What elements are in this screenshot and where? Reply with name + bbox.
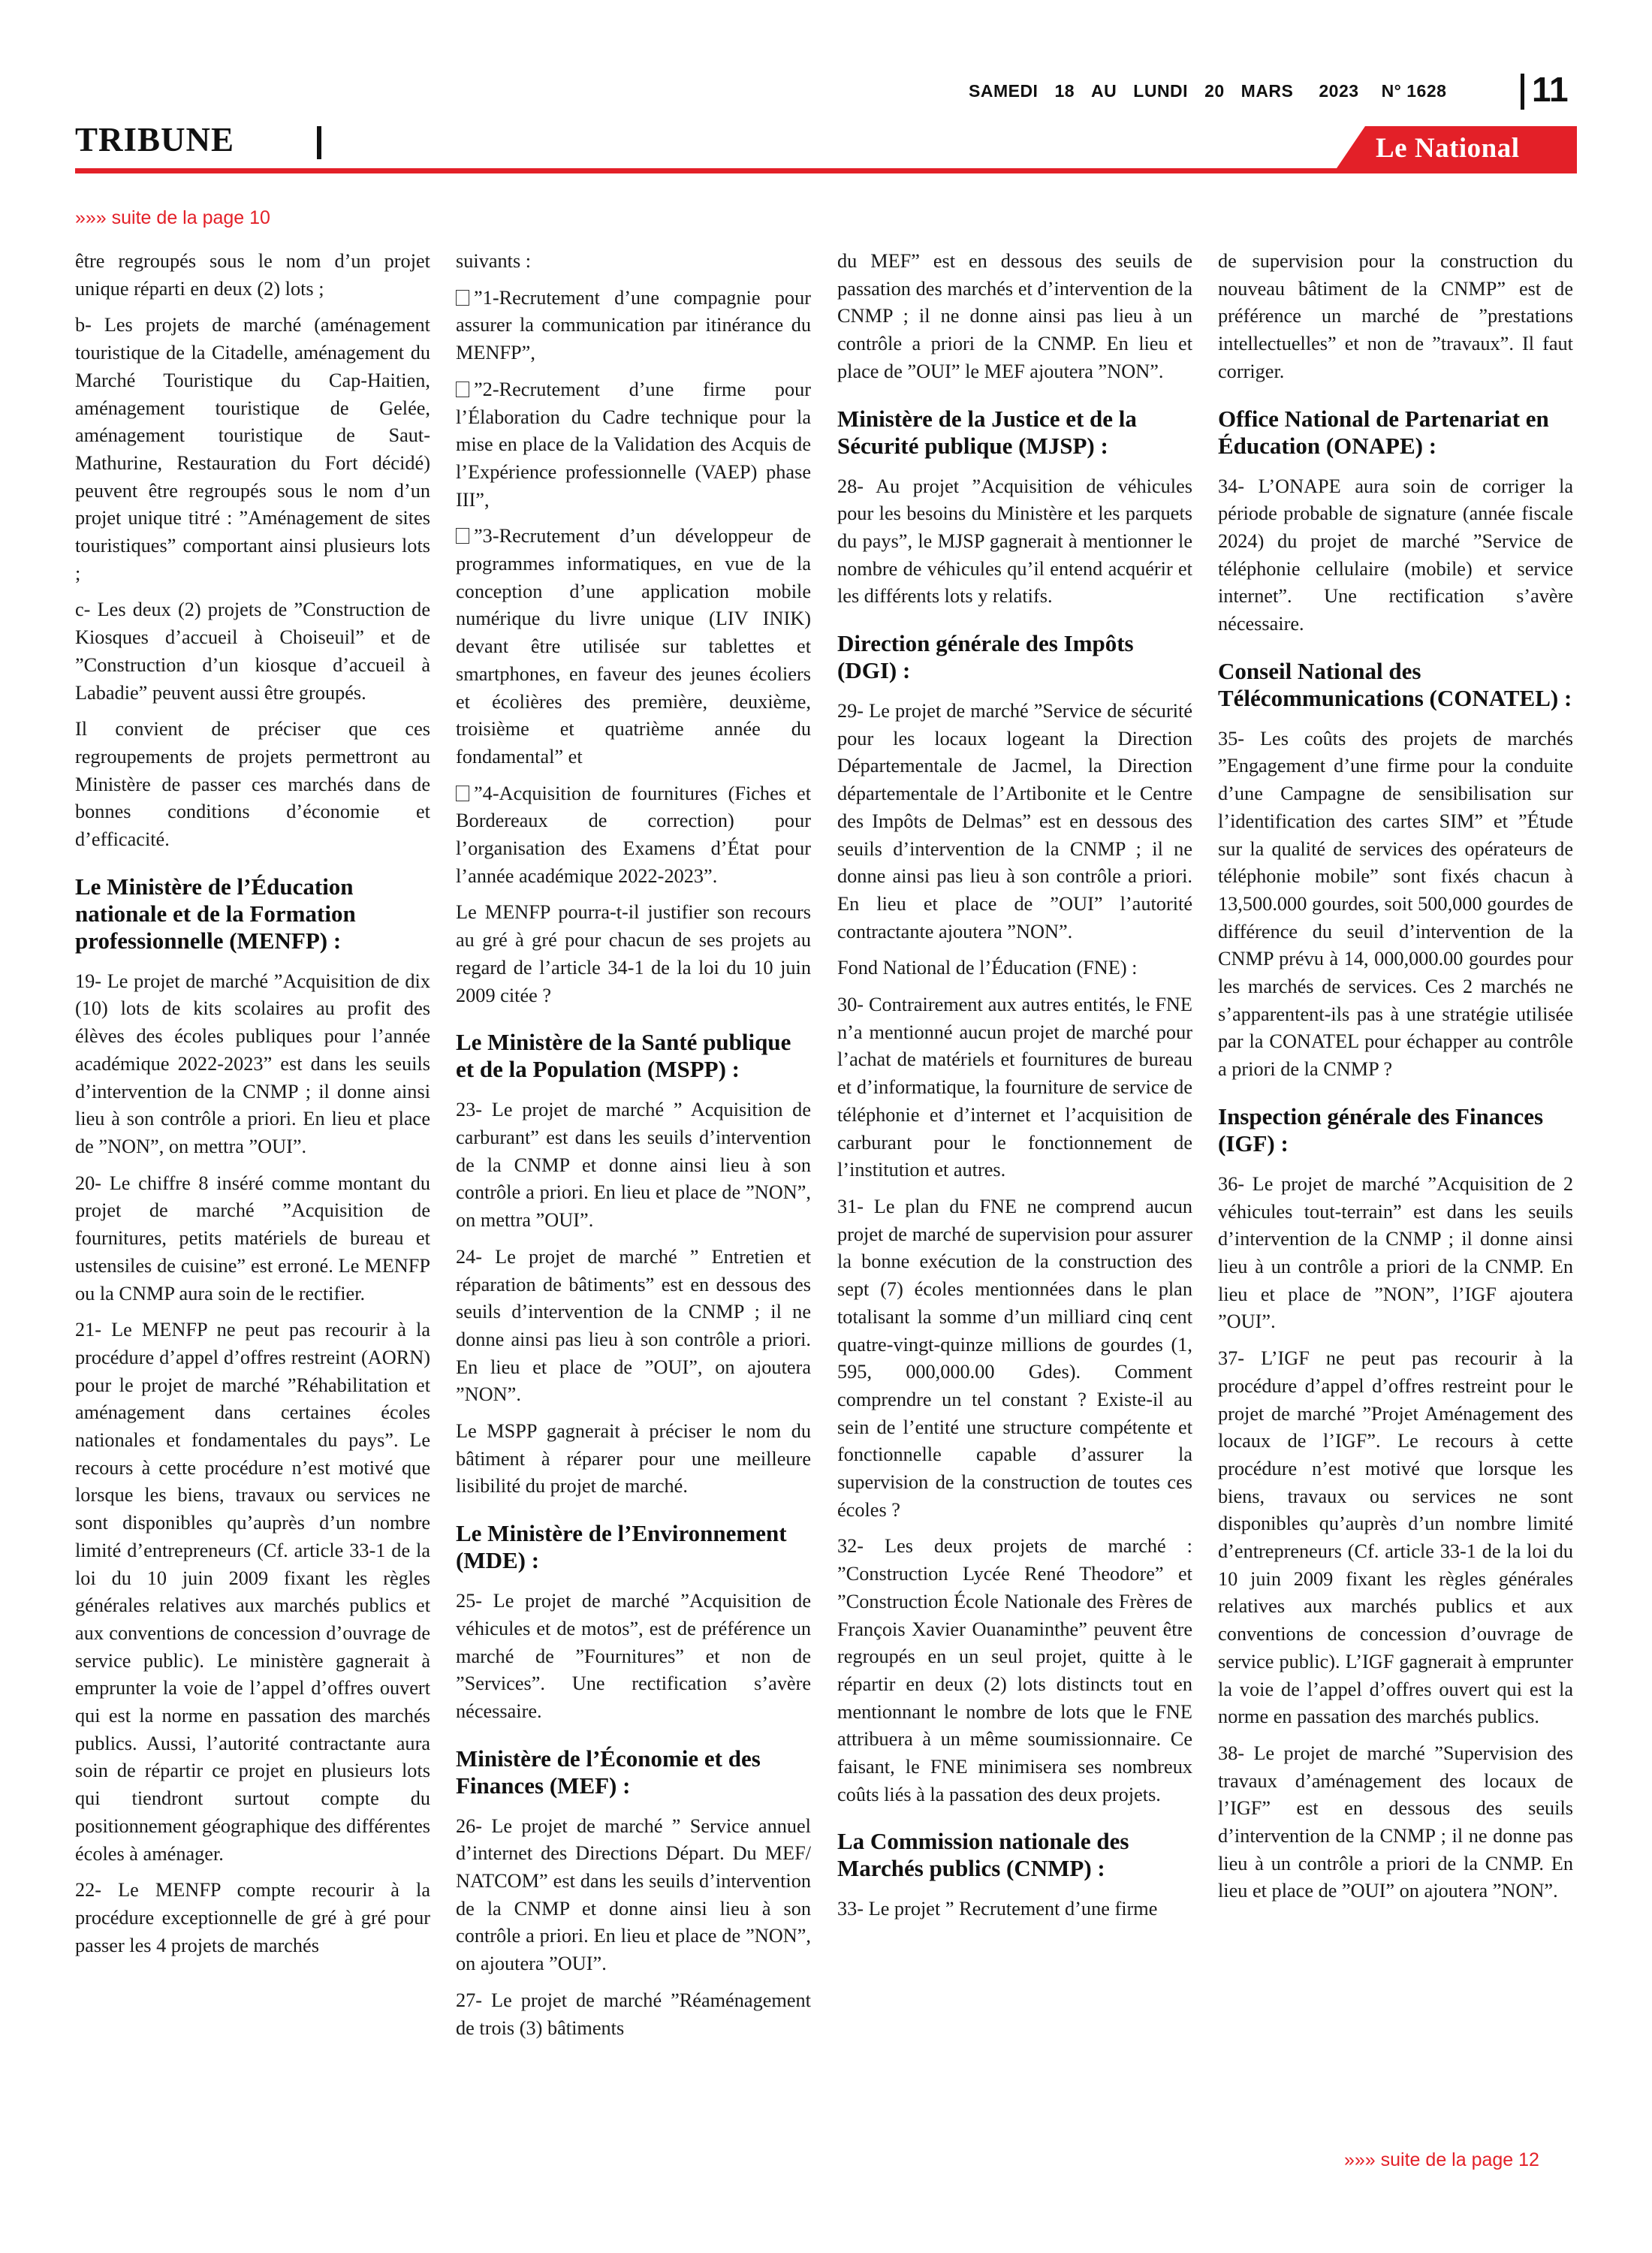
paragraph: 23- Le projet de marché ” Acquisition de carburant” est dans les seuils d’intervention de la CNMP et donne ainsi lieu à son contrôle a priori. En lieu et place de ”NON”, on mettra ”OUI”. (456, 1099, 811, 1232)
column-4 (1218, 248, 1573, 1914)
paragraph: 24- Le projet de marché ” Entretien et réparation de bâtiments” est en dessous des seuils d’intervention de la CNMP ; il ne donne ainsi pas lieu à son contrôle a priori. En lieu et place de ”OUI”, on ajoutera ”NON”. (456, 1245, 811, 1406)
paragraph: 22- Le MENFP compte recourir à la procédure exceptionnelle de gré à gré pour passer les 4 projets de marchés (75, 1879, 430, 1956)
section-divider (317, 126, 321, 159)
paragraph: 34- L’ONAPE aura soin de corriger la période probable de signature (année fiscale 2024) du projet de marché ”Service de téléphonie cellulaire (mobile) et service internet”. Une rectification s’avère nécessaire. (1218, 475, 1573, 635)
bullet-text: ”4-Acquisition de fournitures (Fiches et Bordereaux de correction) pour l’organisation des Examens d’État pour l’année académique 2022-2023”. (456, 782, 811, 887)
paragraph: Le MENFP pourra-t-il justifier son recours au gré à gré pour chacun de ses projets au regard de l’article 34-1 de la loi du 10 juin 2009 citée ? (456, 901, 811, 1006)
bullet-text: ”2-Recrutement d’une firme pour l’Élaboration du Cadre technique pour la mise en place de la Validation des Acquis de l’Expérience professionnelle (VAEP) phase III”, (456, 378, 811, 511)
paragraph: 21- Le MENFP ne peut pas recourir à la procédure d’appel d’offres restreint (AORN) pour le projet de marché ”Réhabilitation et aménagement dans certaines écoles nationales et fondamentales du pays”. Le recours à cette procédure n’est motivé que lorsque les biens, travaux ou services ne sont disponibles qu’auprès d’un nombre limité d’entrepreneurs (Cf. article 33-1 de la loi du 10 juin 2009 fixant les règles générales relatives aux marchés publics et aux conventions de concession d’ouvrage de service public). Le ministère gagnerait à emprunter la voie de l’appel d’offres ouvert qui est la norme en passation des marchés publics. Aussi, l’autorité contractante aura soin de répartir ce projet en plusieurs lots qui tiendront surtout compte du positionnement géographique des différentes écoles à aménager. (75, 1319, 430, 1865)
paragraph: 37- L’IGF ne peut pas recourir à la procédure d’appel d’offres restreint pour le projet de marché ”Projet Aménagement des locaux de l’IGF”. Le recours à cette procédure n’est motivé que lorsque les biens, travaux ou services ne sont disponibles qu’auprès d’un nombre limité d’entrepreneurs (Cf. article 33-1 de la loi du 10 juin 2009 fixant les règles générales relatives aux marchés publics et aux conventions de concession d’ouvrage de service public). L’IGF gagnerait à emprunter la voie de l’appel d’offres ouvert qui est la norme en passation des marchés publics. (1218, 1347, 1573, 1728)
checkbox-bullet-icon (456, 786, 469, 801)
continued-from-link[interactable]: »»» suite de la page 10 (75, 207, 270, 228)
paragraph: 36- Le projet de marché ”Acquisition de 2 véhicules tout-terrain” est dans les seuils d’intervention de la CNMP ; il donne ainsi lieu à un contrôle a priori de la CNMP. En lieu et place de ”NON”, l’IGF ajoutera ”OUI”. (1218, 1172, 1573, 1333)
brand-name: Le National (1376, 133, 1520, 164)
paragraph: 28- Au projet ”Acquisition de véhicules pour les besoins du Ministère et les parquets du pays”, le MJSP gagnerait à mentionner le nombre de véhicules qu’il entend acquérir et les différents lots y relatifs. (837, 475, 1192, 608)
paragraph: 38- Le projet de marché ”Supervision des travaux d’aménagement des locaux de l’IGF” est en dessous des seuils d’intervention de la CNMP ; il ne donne pas lieu à un contrôle a priori de la CNMP. En lieu et place de ”OUI” on ajoutera ”NON”. (1218, 1742, 1573, 1902)
paragraph: Le MSPP gagnerait à préciser le nom du bâtiment à réparer pour une meilleure lisibilité du projet de marché. (456, 1420, 811, 1497)
paragraph: être regroupés sous le nom d’un projet unique réparti en deux (2) lots ; (75, 250, 430, 300)
subheading-mde: Le Ministère de l’Environnement (MDE) : (456, 1520, 787, 1574)
bullet-item (456, 780, 811, 891)
paragraph: 30- Contrairement aux autres entités, le FNE n’a mentionné aucun projet de marché pour l’achat de matériels et fournitures de bureau et d’informatique, la fourniture de service de téléphonie et d’internet et l’acquisition de carburant pour le fonctionnement de l’institution et autres. (837, 994, 1192, 1181)
continued-to-link[interactable]: »»» suite de la page 12 (1344, 2149, 1539, 2170)
bullet-text: ”3-Recrutement d’un développeur de programmes informatiques, en vue de la conception d’une application mobile numérique du livre unique (LIV INIK) devant être utilisée sur tablettes et smartphones, en faveur des jeunes écoliers et écolières des première, deuxième, troisième et quatrième année du fondamental” et (456, 525, 811, 768)
paragraph: 27- Le projet de marché ”Réaménagement de trois (3) bâtiments (456, 1989, 811, 2039)
paragraph: 33- Le projet ” Recrutement d’une firme (837, 1898, 1158, 1920)
bullet-item (456, 285, 811, 367)
subheading-dgi: Direction générale des Impôts (DGI) : (837, 630, 1134, 684)
column-3 (837, 248, 1192, 1932)
issue-number: N° 1628 (1381, 81, 1447, 101)
paragraph: 35- Les coûts des projets de marchés ”Engagement d’une firme pour la conduite d’une Campagne de sensibilisation sur l’identification des cartes SIM” et ”Étude sur la qualité de services des opérateurs de téléphonie mobile” sont fixés chacun à 13,500.000 gourdes, soit 500,000 gourdes de différence du seuil d’intervention de la CNMP prévu à 14, 000,000.00 gourdes pour les marchés de services. Ces 2 marchés ne s’apparentent-ils pas à une stratégie utilisée par la CONATEL pour échapper au contrôle a priori de la CNMP ? (1218, 727, 1573, 1081)
paragraph: Fond National de l’Éducation (FNE) : (837, 957, 1138, 979)
bullet-item (456, 523, 811, 771)
paragraph: Il convient de préciser que ces regroupements de projets permettront au Ministère de passer ces marchés dans de bonnes conditions d’économie et d’efficacité. (75, 718, 430, 851)
dateline-date2: 20 (1204, 81, 1225, 101)
dateline-date1: 18 (1054, 81, 1075, 101)
dateline-day2: LUNDI (1133, 81, 1189, 101)
paragraph: de supervision pour la construction du nouveau bâtiment de la CNMP” est de préférence un marché de ”prestations intellectuelles” et non de ”travaux”. Il faut corriger. (1218, 250, 1573, 382)
paragraph: 31- Le plan du FNE ne comprend aucun projet de marché de supervision pour assurer la bonne exécution de la construction des sept (7) écoles mentionnées dans le plan totalisant la somme d’un milliard cinq cent quatre-vingt-quinze millions de gourdes (1, 595, 000,000.00 Gdes). Comment comprendre un tel constant ? Existe-il au sein de l’entité une structure compétente et fonctionnelle capable d’assurer la supervision de la construction de toutes ces écoles ? (837, 1195, 1192, 1521)
checkbox-bullet-icon (456, 382, 469, 397)
dateline-day1: SAMEDI (969, 81, 1039, 101)
paragraph: 29- Le projet de marché ”Service de sécurité pour les locaux logeant la Direction Départementale de Jacmel, la Direction départementale de l’Artibonite et le Centre des Impôts de Delmas” est en dessous des seuils d’intervention de la CNMP ; il ne donne ainsi pas lieu à son contrôle a priori. En lieu et place de ”OUI” l’autorité contractante ajoutera ”NON”. (837, 700, 1192, 943)
paragraph: 32- Les deux projets de marché : ”Construction Lycée René Theodore” et ”Construction École Nationale des Frères de François Xavier Ouanaminthe” peuvent être regroupés en un seul projet, quitte à le répartir en deux (2) lots distincts tout en mentionnant le nombre de lots que le FNE attribuera à un même soumissionnaire. Ce faisant, le FNE minimisera ses nombreux coûts liés à la passation des deux projets. (837, 1535, 1192, 1805)
subheading-igf: Inspection générale des Finances (IGF) : (1218, 1102, 1544, 1157)
subheading-menfp: Le Ministère de l’Éducation nationale et de la Formation professionnelle (MENFP) : (75, 873, 356, 954)
paragraph: suivants : (456, 250, 532, 272)
paragraph: 25- Le projet de marché ”Acquisition de véhicules et de motos”, est de préférence un marché de ”Fournitures” et non de ”Services”. Une rectification s’avère nécessaire. (456, 1590, 811, 1722)
paragraph: 19- Le projet de marché ”Acquisition de dix (10) lots de kits scolaires au profit des élèves des écoles publiques pour l’année académique 2022-2023” est dans les seuils d’intervention de la CNMP ; il donne ainsi lieu à son contrôle a priori. En lieu et place de ”NON”, on mettra ”OUI”. (75, 970, 430, 1157)
paragraph: du MEF” est en dessous des seuils de passation des marchés et d’intervention de la CNMP ; il ne donne ainsi pas lieu à un contrôle a priori de la CNMP. En lieu et place de ”OUI” le MEF ajoutera ”NON”. (837, 250, 1192, 382)
dateline-year: 2023 (1319, 81, 1359, 101)
subheading-conatel: Conseil National des Télécommunications (CONATEL) : (1218, 657, 1572, 711)
checkbox-bullet-icon (456, 290, 469, 306)
checkbox-bullet-icon (456, 528, 469, 544)
column-1 (75, 248, 430, 1968)
paragraph: b- Les projets de marché (aménagement touristique de la Citadelle, aménagement du Marché Touristique du Cap-Haitien, aménagement touristique de Gelée, aménagement touristique de Saut-Mathurine, Restauration du Fort décidé) peuvent être regroupés sous le nom d’un projet unique titré : ”Aménagement de sites touristiques” comportant ainsi plusieurs lots ; (75, 314, 430, 584)
dateline-month: MARS (1241, 81, 1294, 101)
column-2 (456, 248, 811, 2051)
subheading-onape: Office National de Partenariat en Éducation (ONAPE) : (1218, 405, 1549, 459)
page-number: 11 (1532, 70, 1569, 109)
subheading-cnmp: La Commission nationale des Marchés publics (CNMP) : (837, 1828, 1129, 1882)
dateline-au: AU (1091, 81, 1117, 101)
page-number-divider (1521, 74, 1524, 110)
section-title: TRIBUNE (75, 121, 235, 158)
subheading-mef: Ministère de l’Économie et des Finances (MEF) : (456, 1745, 761, 1799)
bullet-item (456, 376, 811, 514)
dateline (969, 81, 1494, 101)
header-rule (75, 168, 1577, 173)
paragraph: 26- Le projet de marché ” Service annuel d’internet des Directions Départ. Du MEF/ NATCOM” est dans les seuils d’intervention de la CNMP et donne ainsi lieu à son contrôle a priori. En lieu et place de ”NON”, on ajoutera ”OUI”. (456, 1814, 811, 1975)
paragraph: c- Les deux (2) projets de ”Construction de Kiosques d’accueil à Choiseuil” et de ”Construction d’un kiosque d’accueil à Labadie” peuvent aussi être groupés. (75, 599, 430, 704)
subheading-mjsp: Ministère de la Justice et de la Sécurité publique (MJSP) : (837, 405, 1137, 459)
paragraph: 20- Le chiffre 8 inséré comme montant du projet de marché ”Acquisition de fournitures, petits matériels de bureau et ustensiles de cuisine” est erroné. Le MENFP ou la CNMP aura soin de le rectifier. (75, 1172, 430, 1304)
bullet-text: ”1-Recrutement d’une compagnie pour assurer la communication par itinérance du MENFP”, (456, 286, 811, 364)
subheading-mspp: Le Ministère de la Santé publique et de la Population (MSPP) : (456, 1029, 791, 1083)
